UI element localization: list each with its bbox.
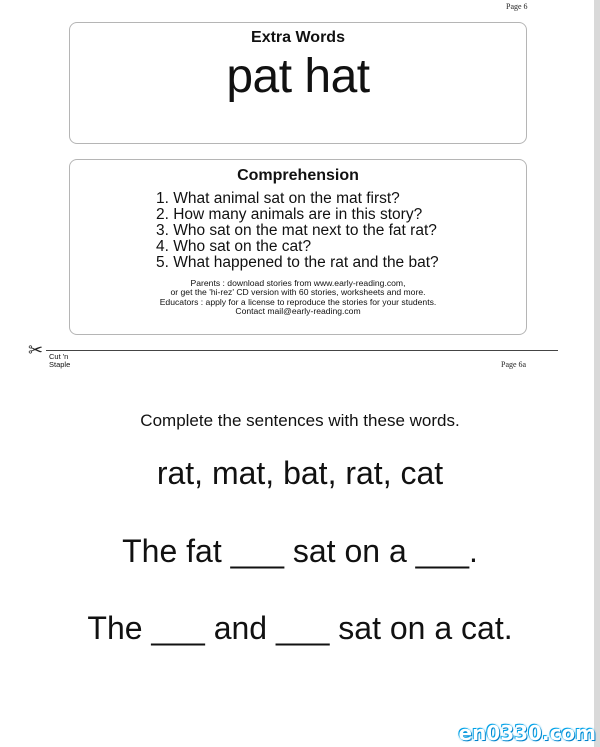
question-item: 2. How many animals are in this story? <box>156 206 423 223</box>
note-line: Contact mail@early-reading.com <box>235 305 361 316</box>
note-line: Parents : download stories from www.early-reading.com, <box>190 278 406 288</box>
scissors-icon: ✂ <box>28 340 44 360</box>
cut-line <box>46 350 558 351</box>
publisher-notes <box>70 279 526 316</box>
fill-in-sentence: The fat ___ sat on a ___. <box>122 533 478 569</box>
cut-label <box>49 353 70 369</box>
page-number-bottom: Page 6a <box>501 360 527 369</box>
note-line: Educators : apply for a license to reproduce the stories for your students. <box>159 296 437 307</box>
extra-words-text: pat hat <box>226 50 370 103</box>
cut-label-line: Cut 'n <box>49 352 69 361</box>
question-item: 4. Who sat on the cat? <box>156 238 312 255</box>
question-list <box>156 191 526 271</box>
extra-words-title: Extra Words <box>251 29 345 46</box>
word-bank: rat, mat, bat, rat, cat <box>156 455 444 491</box>
comprehension-box <box>69 159 527 335</box>
extra-words-box <box>69 22 527 144</box>
note-line: or get the 'hi-rez' CD version with 60 stories, worksheets and more. <box>170 287 426 298</box>
question-item: 1. What animal sat on the mat first? <box>156 190 400 207</box>
fill-in-sentence: The ___ and ___ sat on a cat. <box>87 610 513 646</box>
comprehension-title: Comprehension <box>237 167 359 184</box>
page-number: Page 6 <box>506 2 528 11</box>
question-item: 3. Who sat on the mat next to the fat rat? <box>156 222 437 239</box>
cut-label-line: Staple <box>49 360 71 369</box>
worksheet-instruction: Complete the sentences with these words. <box>140 411 460 430</box>
watermark: en0330.com <box>458 721 596 745</box>
question-item: 5. What happened to the rat and the bat? <box>156 254 439 271</box>
